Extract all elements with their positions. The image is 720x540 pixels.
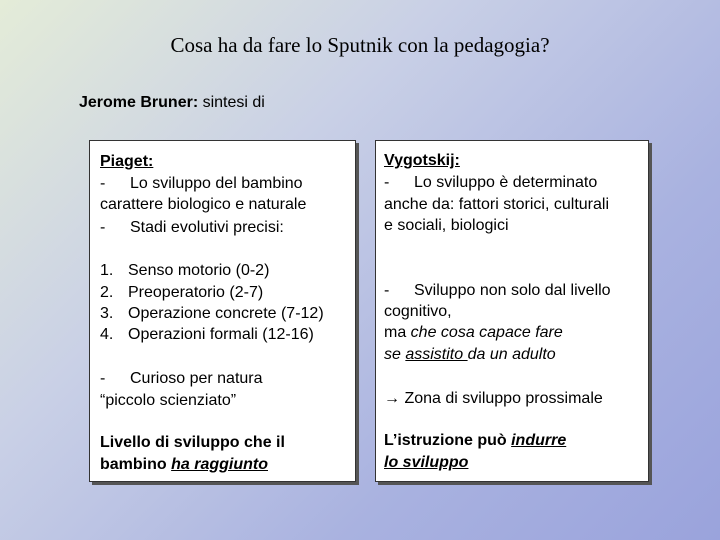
vygotskij-point-2-cont: cognitivo, <box>384 303 452 320</box>
conclusion-emphasis: indurre <box>511 432 567 449</box>
bullet-dash: - <box>100 219 106 236</box>
piaget-point-2-text: Stadi evolutivi precisi: <box>130 219 284 236</box>
piaget-curious-cont: “piccolo scienziato” <box>100 392 237 409</box>
piaget-conclusion-cont <box>100 454 268 475</box>
vygotskij-point-2-cont2 <box>384 322 563 343</box>
vygotskij-heading: Vygotskij: <box>384 152 460 169</box>
list-number: 1. <box>100 262 114 279</box>
text-emphasis: assistito <box>405 346 468 363</box>
bullet-dash: - <box>100 370 106 387</box>
list-label: Operazioni formali (12-16) <box>128 326 314 343</box>
vygotskij-point-2 <box>384 280 611 301</box>
vygotskij-point-1-cont2: e sociali, biologici <box>384 217 509 234</box>
vygotskij-conclusion-cont: lo sviluppo <box>384 454 469 471</box>
list-number: 2. <box>100 284 114 301</box>
arrow-right-icon: → <box>384 390 400 407</box>
conclusion-emphasis: ha raggiunto <box>171 456 268 473</box>
piaget-point-2 <box>100 217 284 238</box>
text-plain: ma <box>384 324 411 341</box>
piaget-box <box>89 140 356 482</box>
bullet-dash: - <box>100 175 106 192</box>
piaget-curious <box>100 368 263 389</box>
list-label: Senso motorio (0-2) <box>128 262 270 279</box>
conclusion-text: bambino <box>100 456 172 473</box>
vygotskij-point-2-text: Sviluppo non solo dal livello <box>414 282 611 299</box>
bullet-dash: - <box>384 282 390 299</box>
list-label: Operazione concrete (7-12) <box>128 305 324 322</box>
subtitle-rest: sintesi di <box>198 94 265 111</box>
conclusion-text: L’istruzione può <box>384 432 512 449</box>
list-number: 3. <box>100 305 114 322</box>
slide-subtitle <box>79 94 265 112</box>
piaget-curious-text: Curioso per natura <box>130 370 263 387</box>
list-item <box>100 324 314 345</box>
text-italic: che cosa capace fare <box>410 324 563 341</box>
piaget-conclusion: Livello di sviluppo che il <box>100 434 285 451</box>
subtitle-author: Jerome Bruner: <box>79 94 199 111</box>
vygotskij-zone <box>384 388 603 409</box>
list-item <box>100 282 263 303</box>
vygotskij-box <box>375 140 649 482</box>
text-italic: da un adulto <box>467 346 556 363</box>
vygotskij-point-2-cont3 <box>384 344 556 365</box>
piaget-point-1-cont: carattere biologico e naturale <box>100 196 307 213</box>
piaget-heading: Piaget: <box>100 153 154 170</box>
list-item <box>100 303 324 324</box>
list-item <box>100 260 269 281</box>
vygotskij-point-1-cont: anche da: fattori storici, culturali <box>384 196 609 213</box>
piaget-point-1 <box>100 173 303 194</box>
vygotskij-point-1 <box>384 172 597 193</box>
vygotskij-conclusion <box>384 430 566 451</box>
zone-text: Zona di sviluppo prossimale <box>400 390 603 407</box>
vygotskij-point-1-text: Lo sviluppo è determinato <box>414 174 598 191</box>
list-number: 4. <box>100 326 114 343</box>
list-label: Preoperatorio (2-7) <box>128 284 264 301</box>
text-italic: se <box>384 346 406 363</box>
slide-title: Cosa ha da fare lo Sputnik con la pedagogia? <box>170 33 550 57</box>
bullet-dash: - <box>384 174 390 191</box>
piaget-point-1-text: Lo sviluppo del bambino <box>130 175 303 192</box>
